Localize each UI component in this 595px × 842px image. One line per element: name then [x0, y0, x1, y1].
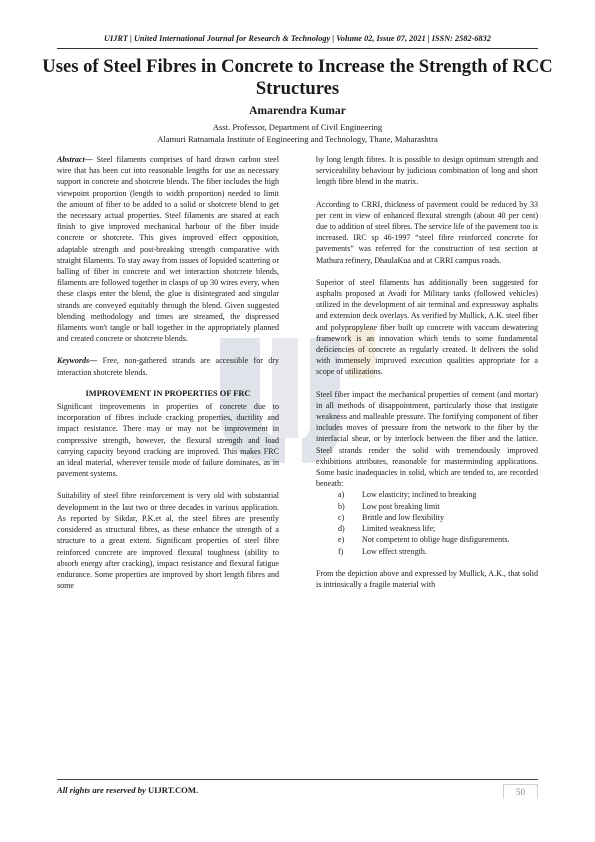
deficiency-list	[316, 489, 538, 556]
list-text: Limited weakness life;	[362, 524, 436, 534]
list-item	[338, 523, 538, 534]
journal-header: UIJRT | United International Journal for Research & Technology | Volume 02, Issue 07, 2021 | ISSN: 2582-6832	[104, 34, 491, 43]
footer-site-link[interactable]: UIJRT.COM.	[147, 785, 199, 795]
keywords-label: Keywords—	[57, 356, 98, 366]
list-text: Low post breaking limit	[362, 501, 440, 511]
list-marker: a)	[338, 490, 345, 500]
list-item	[338, 534, 538, 545]
author-affiliation-institute: Alamuri Ratnamala Institute of Engineering and Technology, Thane, Maharashtra	[157, 134, 438, 144]
paper-title: Uses of Steel Fibres in Concrete to Increase the Strength of RCC Structures	[42, 56, 553, 99]
paragraph: by long length fibres. It is possible to design optimum strength and serviceability behaviour by judicious combination of long and short length fibre blend in the matrix.	[316, 155, 538, 187]
left-column	[57, 154, 279, 591]
paragraph: Steel fiber impact the mechanical properties of cement (and mortar) in all methods of disappointment, particularly those that instigate weakness and malleable pressure. The fortifying component of fiber includes moves of pressure from the network to the fiber by the interfacial shear, or by interlock between the fiber and the lattice. Steel strands render the solid with tremendously improved exhibitions attributes, reasonable for masterminding applications. Some basic inadequacies in solid, which are tended to, are recorded beneath:	[316, 389, 538, 489]
abstract	[57, 154, 279, 344]
keywords-text: Free, non-gathered strands are accessible for dry interaction shotcrete blends.	[57, 356, 279, 377]
list-text: Low elasticity; inclined to breaking	[362, 490, 477, 500]
paragraph: From the depiction above and expressed by Mullick, A.K., that solid is intrinsically a fragile material with	[316, 568, 538, 589]
list-text: Not competent to oblige huge disfigurements.	[362, 535, 510, 545]
list-marker: d)	[338, 524, 345, 534]
abstract-label: Abstract—	[57, 155, 93, 164]
header-rule	[57, 48, 538, 49]
list-item	[338, 546, 538, 557]
list-text: Low effect strength.	[362, 546, 427, 556]
paragraph: According to CRRI, thickness of pavement could be reduced by 33 per cent in view of enhanced flexural strength (about 40 per cent) due to addition of steel fibres. The service life of the pavement too is increased. IRC sp 46-1997 “steel fibre reinforced concrete for pavements” was referred for the construction of test section at Mathura refinery, DhaulaKua and at CRRI campus roads.	[316, 199, 538, 265]
footer-rights	[57, 785, 198, 795]
footer-rights-text: All rights are reserved by	[57, 785, 148, 795]
keywords	[57, 355, 279, 377]
author-name: Amarendra Kumar	[249, 104, 346, 117]
list-item	[338, 512, 538, 523]
list-marker: e)	[338, 535, 345, 545]
paragraph: Superior of steel filaments has additionally been suggested for asphalts proposed at Avadi for Military tanks (followed vehicles) utilized in the development of air terminal and expressway asphalts and extension deck overlays. As verified by Mullick, A.K. steel fiber and polypropylene fiber built up concrete with vaccum dewatering framework is an innovation which tends to some fundamental deficiencies of concrete as regularly created. It delivers the solid with immensely improved execution qualities appropriate for a scope of utilizations.	[316, 277, 538, 377]
right-column	[316, 154, 538, 590]
paragraph: Significant improvements in properties of concrete due to incorporation of fibres include cracking properties, ductility and impact resistance. There may or may not be improvement in compressive strength, however, the flexural strength and load carrying capacity beyond cracking are improved. This makes FRC an ideal material, wherever tensile mode of failure dominates, as in pavement systems.	[57, 402, 279, 479]
list-marker: b)	[338, 501, 345, 511]
page-number: 50	[503, 784, 538, 799]
list-item	[338, 501, 538, 512]
footer-rule	[57, 779, 538, 780]
list-text: Brittle and low flexibility	[362, 512, 445, 522]
section-heading: IMPROVEMENT IN PROPERTIES OF FRC	[85, 388, 251, 398]
author-affiliation-dept: Asst. Professor, Department of Civil Engineering	[212, 122, 383, 132]
abstract-text: Steel filaments comprises of hard drawn carbon steel wire that has been cut into reasonable lengths for use as necessary support in concrete and shotcrete blends. The fiber includes the high viewpoint proportion (length to width proportion) needed to limit the amount of fiber to be added to a solid or shotcrete blend to get the necessary actual properties. Steel filaments are snared at each finish to give improved mechanical harbour of the fiber inside concrete or shotcrete. This gives improved effect opposition, adaptable strength and post-breaking strength comparative with straight filaments. To stay away from issues of lopsided scattering or balling of fiber in concrete and wet interaction shotcrete blends, filaments are followed together in clasps of up 30 wires every, when these clasps enter the blend, the glue is disintegrated and singular strands are conveyed equitably through the blend. Given suggested blending methodology and times are streamed, the dispressed filaments won't tangle or ball together in the appropriately planned and created concrete or shotcrete blends.	[57, 155, 279, 344]
list-item	[338, 489, 538, 500]
paragraph: Suitability of steel fibre reinforcement is very old with substantial development in the last two or three decades in various application. As reported by Sikdar, P.K.et al, the steel fibres are presently considered as structural fibres, as these enhance the strength of a structure to a great extent. Significant properties of steel fibre reinforced concrete are improved flexural toughness (ability to absorb energy after cracking), impact resistance and flexural fatigue endurance. Some properties are improved by short length fibres and some	[57, 491, 279, 591]
list-marker: f)	[338, 546, 344, 556]
list-marker: c)	[338, 512, 345, 522]
